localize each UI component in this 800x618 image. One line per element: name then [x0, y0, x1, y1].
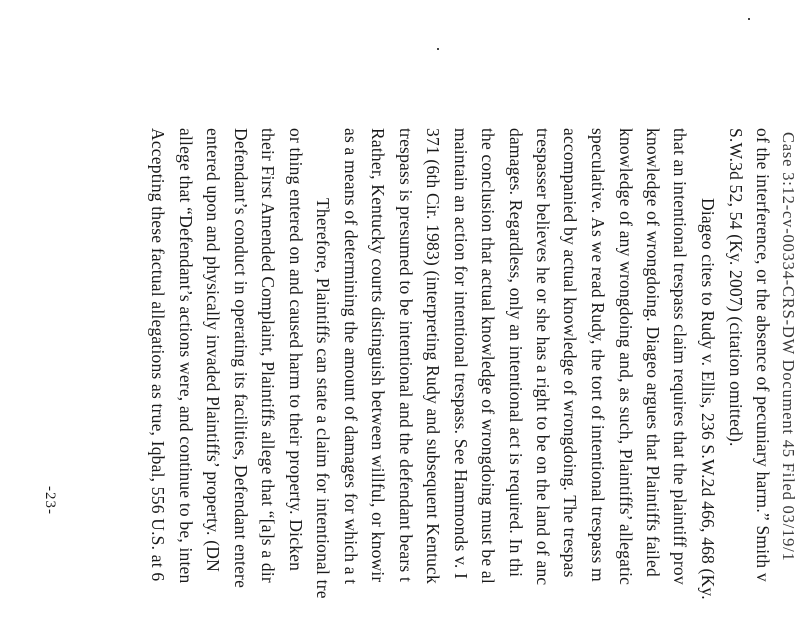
- body-line: speculative. As we read Rudy, the tort of intentional trespass m: [588, 128, 608, 582]
- page-number-label: -23-: [42, 486, 58, 515]
- rotated-text-block: [108, 128, 798, 618]
- body-line: entered upon and physically invaded Plaintiffs’ property. (DN: [203, 128, 223, 572]
- body-line: Therefore, Plaintiffs can state a claim for intentional tre: [313, 198, 333, 599]
- case-header: Case 3:12-cv-00334-CRS-DW Document 45 Filed 03/19/1: [779, 132, 798, 562]
- body-line: trespass is presumed to be intentional and the defendant bears t: [396, 128, 416, 583]
- body-line: Rather, Kentucky courts distinguish between willful, or knowir: [368, 128, 388, 583]
- body-line: trespasser believes he or she has a right to be on the land of anc: [533, 128, 553, 586]
- body-line: Accepting these factual allegations as true, Iqbal, 556 U.S. at 6: [148, 128, 168, 582]
- body-line: that an intentional trespass claim requires that the plaintiff prov: [670, 128, 690, 585]
- scan-speck: [437, 48, 439, 50]
- body-line: S.W.3d 52, 54 (Ky. 2007) (citation omitted).: [726, 128, 746, 447]
- body-line: knowledge of wrongdoing. Diageo argues that Plaintiffs failed: [643, 128, 663, 577]
- body-line: their First Amended Complaint, Plaintiffs allege that “[a]s a dir: [258, 128, 278, 583]
- scan-speck: [748, 18, 750, 20]
- body-line: of the interference, or the absence of pecuniary harm.” Smith v: [753, 128, 773, 582]
- body-line: or thing entered on and caused harm to their property. Dicken: [286, 128, 306, 572]
- body-line: Defendant’s conduct in operating its facilities, Defendant entere: [231, 128, 251, 589]
- body-line: allege that “Defendant’s actions were, and continue to be, inten: [176, 128, 196, 584]
- body-line: as a means of determining the amount of damages for which a t: [341, 128, 361, 585]
- body-line: maintain an action for intentional trespass. See Hammonds v. I: [451, 128, 471, 580]
- body-line: knowledge of any wrongdoing and, as such, Plaintiffs’ allegatic: [616, 128, 636, 586]
- body-line: damages. Regardless, only an intentional act is required. In thi: [506, 128, 526, 578]
- body-line: 371 (6th Cir. 1983) (interpreting Rudy and subsequent Kentuck: [423, 128, 443, 584]
- body-line: Diageo cites to Rudy v. Ellis, 236 S.W.2d 466, 468 (Ky.: [698, 198, 718, 600]
- body-line: the conclusion that actual knowledge of wrongdoing must be al: [478, 128, 498, 584]
- body-line: accompanied by actual knowledge of wrongdoing. The trespas: [560, 128, 580, 578]
